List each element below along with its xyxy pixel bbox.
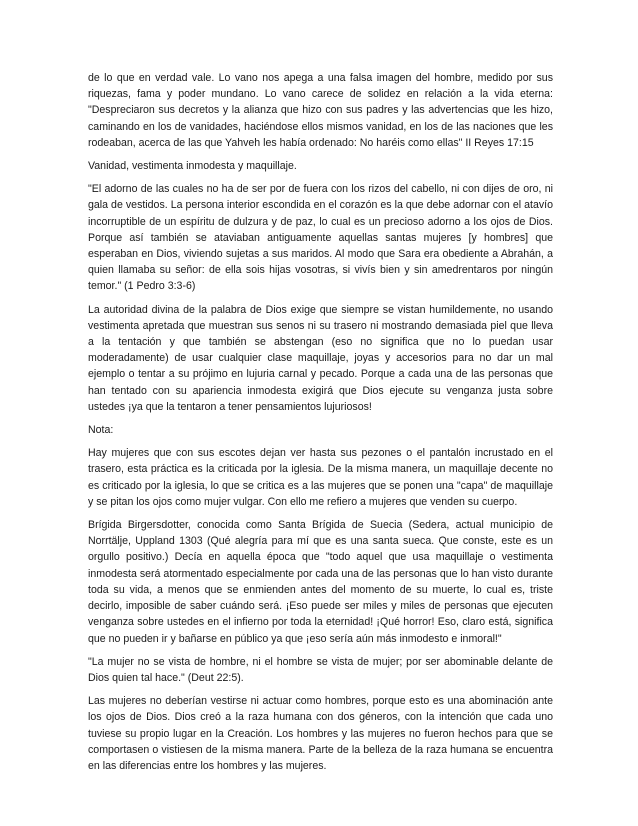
paragraph-deut-quote: "La mujer no se vista de hombre, ni el hombre se vista de mujer; por ser abominable delante de Dios quien tal hace." (Deut 22:5). — [88, 655, 553, 684]
paragraph-peter-quote: "El adorno de las cuales no ha de ser por de fuera con los rizos del cabello, ni con dijes de oro, ni gala de vestidos. La persona interior escondida en el corazón es la que debe adornar con el atavío incorruptible de un espíritu de dulzura y de paz, lo cual es un precioso adorno a los ojos de Dios. Porque así también se ataviaban antiguamente aquellas santas mujeres [y hombres] que esperaban en Dios, viviendo sujetas a sus maridos. Al modo que Sara era obediente a Abrahán, a quien llamaba su señor: de ella sois hijas vosotras, si vivís bien y sin amedrentaros por ningún temor." (1 Pedro 3:3-6) — [88, 183, 553, 293]
section-heading: Vanidad, vestimenta inmodesta y maquillaje. — [88, 160, 297, 173]
paragraph-divine-authority: La autoridad divina de la palabra de Dios exige que siempre se vistan humildemente, no usando vestimenta apretada que muestran sus senos ni su trasero ni mostrando demasiada piel que lleva a la tentación y que también se abstengan (eso no significa que no lo puedan usar moderadamente) de usar cualquier clase maquillaje, joyas y accesorios para no dar un mal ejemplo o tentar a su prójimo en lujuria carnal y pecado. Porque a cada una de las personas que han tentado con su apariencia inmodesta exigirá que Dios ejecute su venganza justa sobre ustedes ¡ya que la tentaron a tener pensamientos lujuriosos! — [88, 303, 553, 413]
paragraph-note: Hay mujeres que con sus escotes dejan ver hasta sus pezones o el pantalón incrustado en el trasero, esta práctica es la criticada por la iglesia. De la misma manera, un maquillaje decente no es criticado por la iglesia, lo que se critica es a las mujeres que se ponen una "capa" de maquillaje y se pitan los ojos como mujer vulgar. Con ello me refiero a mujeres que venden su cuerpo. — [88, 447, 553, 508]
paragraph-saint-bridget: Brígida Birgersdotter, conocida como Santa Brígida de Suecia (Sedera, actual municipio de Norrtälje, Uppland 1303 (Qué alegría para mí que es una santa sueca. Que conste, este es un orgullo positivo.) Decía en aquella época que "todo aquel que usa maquillaje o vestimenta inmodesta será atormentado especialmente por cada una de las personas que lo han visto durante toda su vida, a menos que se enmienden antes del momento de su muerte, lo cual es, triste decirlo, imposible de saber cuándo será. ¡Eso puede ser miles y miles de personas que ejecuten venganza sobre ustedes en el infierno por toda la eternidad! ¡Qué horror! Eso, claro está, significa que no pueden ir y bañarse en público ya que ¡eso sería aún más inmodesto e inmoral!" — [88, 519, 553, 645]
paragraph-genders: Las mujeres no deberían vestirse ni actuar como hombres, porque esto es una abominación ante los ojos de Dios. Dios creó a la raza humana con dos géneros, con la intención que cada uno tuviese su propio lugar en la Creación. Los hombres y las mujeres no fueron hechos para que se comportasen o vistiesen de la misma manera. Parte de la belleza de la raza humana se encuentra en las diferencias entre los hombres y las mujeres. — [88, 695, 553, 772]
note-label: Nota: — [88, 424, 114, 437]
paragraph-vanity-intro: de lo que en verdad vale. Lo vano nos apega a una falsa imagen del hombre, medido por sus riquezas, fama y poder mundano. Lo vano carece de solidez en relación a la vida eterna: "Despreciaron sus decretos y la alianza que hizo con sus padres y las advertencias que les hizo, caminando en los de vanidades, haciéndose ellos mismos vanidad, en los de las naciones que les rodeaban, acerca de las que Yahveh les había ordenado: No haréis como ellas" II Reyes 17:15 — [88, 72, 553, 149]
document-page — [88, 70, 553, 781]
